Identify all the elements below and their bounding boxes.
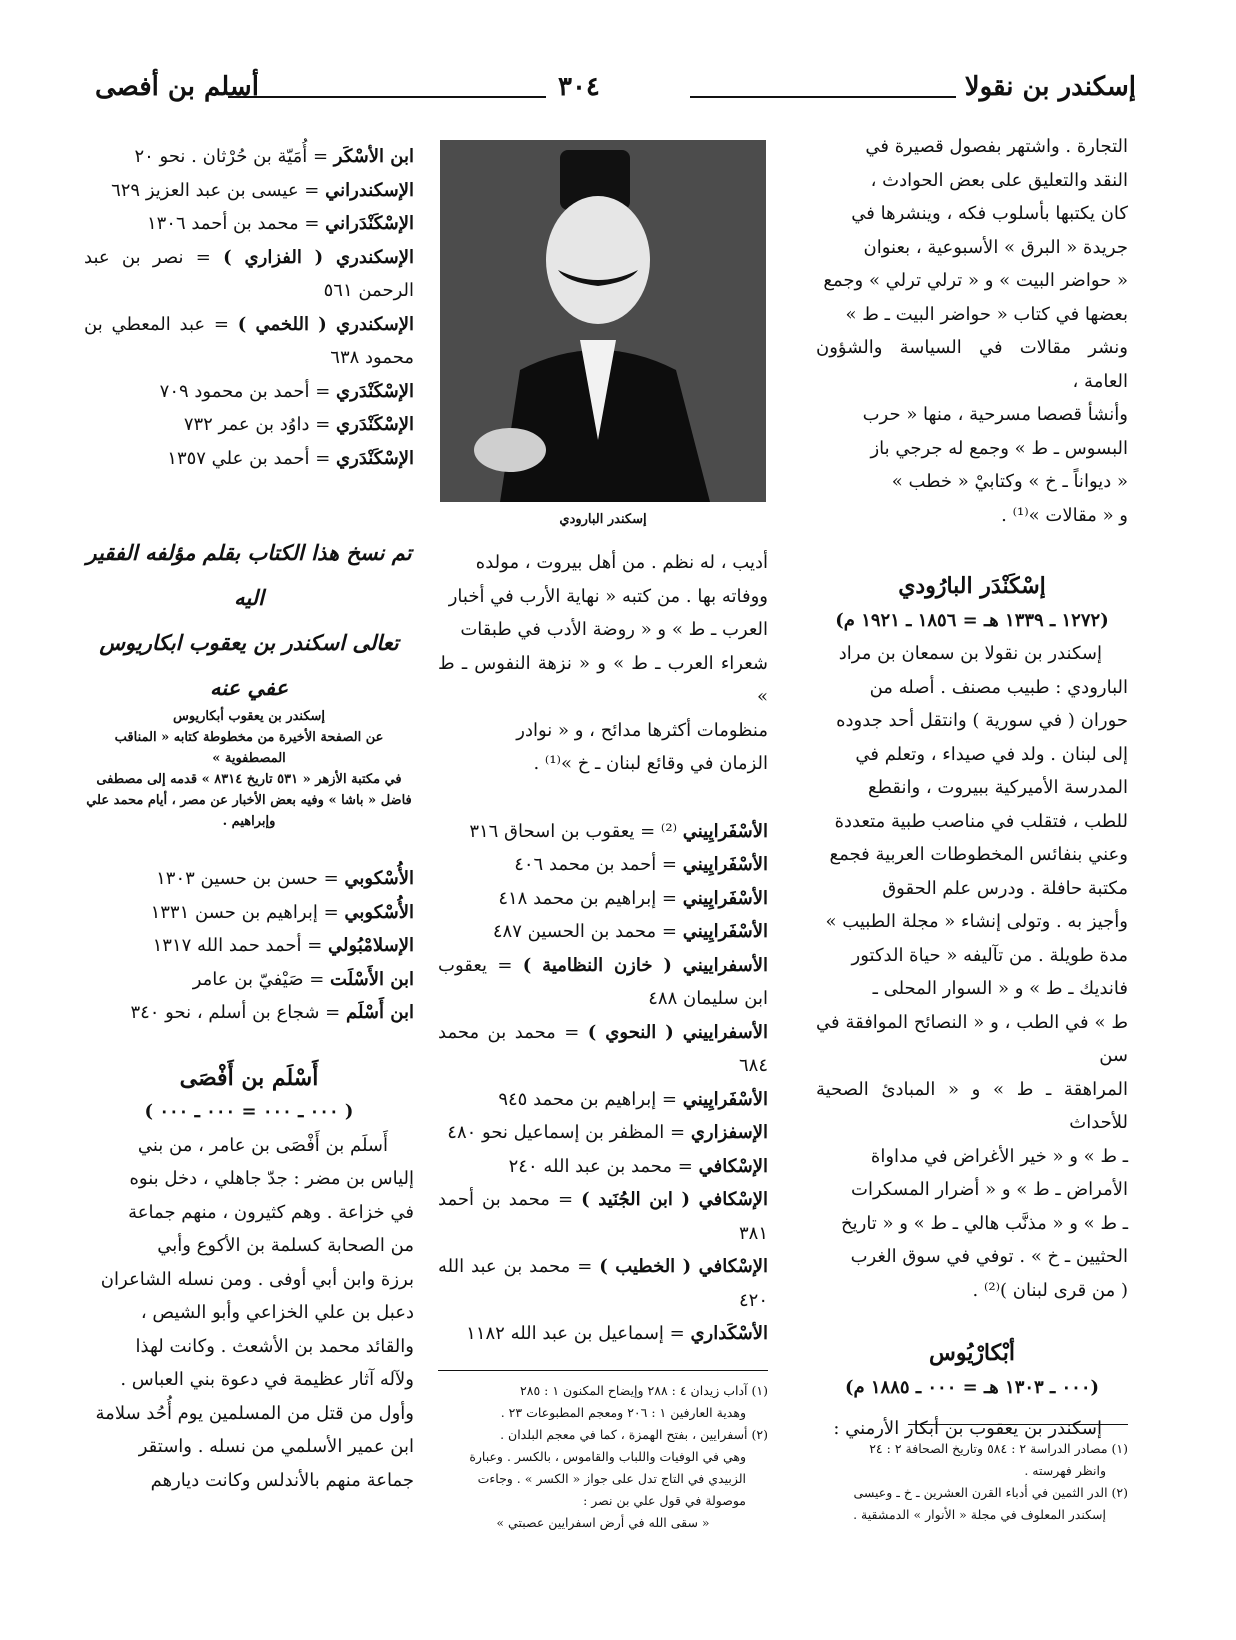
text-line: كان يكتبها بأسلوب فكه ، وينشرها في [851,203,1128,224]
list-item [84,207,414,241]
list-item [438,949,768,1016]
entry-head: الأسْفَرايِيني [682,921,768,942]
footnote-line: وانظر فهرسته . [1024,1463,1106,1478]
footnote-line: وهي في الوفيات واللباب والقاموس ، بالكسر . وعبارة [469,1449,746,1464]
entry-ref: = يعقوب ابن سليمان ٤٨٨ [438,954,768,1009]
entry-head: الإسْكَنْدَري [336,380,414,402]
entry-head: الإسلامْبُولي [328,935,414,956]
entry-ref: = محمد بن أحمد ١٣٠٦ [146,213,326,234]
text-line: الأمراض ـ ط » و « أضرار المسكرات [851,1179,1128,1200]
column-left-lower [84,862,414,1497]
entry-head: الإسْكافي ( الخطيب ) [599,1256,768,1277]
footnote-line: موصولة في قول علي بن نصر : [583,1493,746,1508]
entry-head: الإسْكَنْدَري [336,414,414,435]
running-header-left: أسلم بن أفصى [95,72,259,102]
footnotes-middle [438,1380,768,1534]
entry-ref: = أُمَيّة بن حُرْثان . نحو ٢٠ [134,146,334,167]
list-item [438,1016,768,1083]
text-line: إلى لبنان . ولد في صيداء ، وتعلم في [855,743,1128,765]
list-item [84,929,414,963]
entry-head: الإسفزاري [690,1122,768,1143]
entry-ref: = محمد بن عبد الله ٢٤٠ [508,1155,699,1177]
manuscript-excerpt [84,530,414,710]
entry-ref: = المظفر بن إسماعيل نحو ٤٨٠ [447,1122,691,1143]
footnote-line: الزبيدي في التاج تدل على جواز « الكسر » . وجاءت [477,1471,746,1486]
cross-reference-list [84,140,414,475]
text-line: منظومات أكثرها مدائح ، و « نوادر [516,719,768,741]
entry-ref: = محمد بن عبد الله ٤٢٠ [438,1256,768,1311]
portrait-image [440,140,766,502]
manuscript-line: تم نسخ هذا الكتاب بقلم مؤلفه الفقير اليه [86,540,412,610]
text-line: ط » في الطب ، و « النصائح الموافقة في سن [816,1011,1128,1066]
entry-title-aslam: أَسْلَم بن أَفْصَى [179,1064,319,1091]
entry-head: الأسفراييني ( النحوي ) [587,1021,768,1043]
text-line: ونشر مقالات في السياسة والشؤون العامة ، [816,337,1128,392]
text-line: الزمان في وقائع لبنان ـ خ »⁽¹⁾ . [533,753,768,774]
caption-line: عن الصفحة الأخيرة من مخطوطة كتابه « المناقب المصطفوية » [114,730,384,766]
footnote-line: (١) مصادر الدراسة ٢ : ٥٨٤ وتاريخ الصحافة ٢ : ٢٤ [869,1441,1128,1456]
entry-head: الإسكندري ( الفزاري ) [223,246,414,268]
entry-ref: = محمد بن محمد ٦٨٤ [438,1021,768,1076]
text-line: وعني بنفائس المخطوطات العربية فجمع [829,844,1128,865]
footnote-line: إسكندر المعلوف في مجلة « الأنوار » الدمشقية . [853,1507,1106,1522]
entry-ref: = حسن بن حسين ١٣٠٣ [156,868,345,889]
entry-head: الأُسْكوبي [344,901,414,923]
list-item [84,308,414,375]
manuscript-line: تعالى اسكندر بن يعقوب ابكاريوس [99,630,399,655]
entry-ref: = عبد المعطي بن محمود ٦٣٨ [84,313,414,368]
text-line: النقد والتعليق على بعض الحوادث ، [870,169,1128,191]
entry-ref: = أحمد حمد الله ١٣١٧ [152,935,329,956]
caption-line: وإبراهيم . [222,814,276,829]
text-line: دعبل بن علي الخزاعي وأبو الشيص ، [140,1302,414,1323]
list-item [84,862,414,896]
text-line: ووفاته بها . من كتبه « نهاية الأرب في أخبار [448,585,768,607]
entry-head: ابن الأَسْلَت [330,968,414,990]
footnote-line: (١) آداب زيدان ٤ : ٢٨٨ وإيضاح المكنون ١ : ٢٨٥ [520,1383,768,1398]
entry-head: الإسْكَنْدَراني [325,213,414,234]
text-line: إسكندر بن نقولا بن سمعان بن مراد [838,643,1102,664]
text-line: « ديواناً ـ خ » وكتابيْ « خطب » [891,471,1128,492]
entry-head: ابن أَسْلَم [345,1002,414,1023]
text-line: وأجيز به . وتولى إنشاء « مجلة الطبيب » [825,911,1128,932]
text-line: وأنشأ قصصا مسرحية ، منها « حرب [862,404,1128,425]
caption-line: إسكندر بن يعقوب أبكاريوس [172,709,326,724]
footnote-line: (٢) الدر الثمين في أدباء القرن العشرين ـ خ ـ وعيسى [853,1485,1128,1500]
text-line: ( من قرى لبنان )⁽²⁾ . [972,1279,1128,1301]
footnote-rule-middle [438,1370,768,1371]
text-line: إلياس بن مضر : جدّ جاهلي ، دخل بنوه [129,1168,414,1189]
entry-head: الأسْفَرايِيني [682,887,768,909]
entry-head: الإسْكَنْدَري [336,447,414,469]
list-item [438,1150,768,1184]
list-item [438,1083,768,1117]
list-item [438,1183,768,1250]
entry-ref: = نصر بن عبد الرحمن ٥٦١ [84,246,414,301]
text-line: البارودي : طبيب مصنف . أصله من [869,676,1128,698]
entry-head: الإسكندري ( اللخمي ) [237,313,414,335]
entry-dates-abkarius: (٠٠٠ ـ ١٣٠٣ هـ = ٠٠٠ ـ ١٨٨٥ م) [844,1376,1100,1398]
list-item [438,1116,768,1150]
column-right [816,130,1128,1446]
entry-head: الأسْفَرايِيني [682,1088,768,1110]
column-left [84,140,414,475]
footnote-rule-right [908,1424,1128,1425]
list-item [84,896,414,930]
text-line: جريدة « البرق » الأسبوعية ، بعنوان [863,236,1128,258]
manuscript-line: عفي عنه [209,675,289,700]
page-number: ٣٠٤ [558,72,600,102]
cross-reference-list [84,862,414,1030]
adib-paragraph [438,546,768,781]
text-line: الحثيين ـ خ » . توفي في سوق الغرب [850,1246,1128,1267]
text-line: و « مقالات »⁽¹⁾ . [1001,504,1128,526]
entry-dates-barudi: (١٢٧٢ ـ ١٣٣٩ هـ = ١٨٥٦ ـ ١٩٢١ م) [835,609,1109,631]
list-item [438,882,768,916]
text-line: البسوس ـ ط » وجمع له جرجي باز [870,437,1128,459]
entry-head: الأسْفَرايِيني [682,854,768,875]
barudi-paragraph [816,637,1128,1307]
column-middle [438,546,768,1351]
entry-head: الإسكندراني [325,179,414,201]
text-line: « حواضر البيت » و « ترلي ترلي » وجمع [823,270,1128,291]
entry-ref: = عيسى بن عبد العزيز ٦٢٩ [111,179,326,201]
entry-ref: = أحمد بن محمود ٧٠٩ [159,380,337,402]
entry-head: الإسْكافي ( ابن الجُنَيد ) [581,1189,769,1210]
list-item [84,140,414,174]
entry-ref: = داوُد بن عمر ٧٣٢ [183,414,337,435]
entry-ref: = إبراهيم بن حسن ١٣٣١ [150,901,345,923]
list-item [84,408,414,442]
entry-head: الأسْكَداري [690,1323,768,1344]
photo-caption: إسكندر البارودي [559,512,647,527]
list-item [438,1250,768,1317]
header-rule-right [690,96,956,98]
text-line: في خزاعة . وهم كثيرون ، منهم جماعة [128,1201,414,1223]
entry-ref: = إبراهيم بن محمد ٤١٨ [498,887,683,909]
text-line: مدة طويلة . من تآليفه « حياة الدكتور [851,944,1128,966]
entry-ref: = صَيْفيّ بن عامر [192,968,331,990]
text-line: العرب ـ ط » و « روضة الأدب في طبقات [460,619,768,640]
footnotes-right [816,1438,1128,1526]
manuscript-caption [84,706,414,832]
text-line: المراهقة ـ ط » و « المبادئ الصحية للأحداث [816,1078,1128,1133]
entry-ref: = إبراهيم بن محمد ٩٤٥ [498,1088,683,1110]
running-header-right: إسكندر بن نقولا [964,72,1136,102]
text-line: ـ ط » و « مذنَّب هالي ـ ط » و « تاريخ [841,1212,1128,1234]
text-line: حوران ( في سورية ) وانتقل أحد جدوده [836,710,1128,731]
intro-paragraph [816,130,1128,532]
cross-reference-list [438,815,768,1351]
caption-line: في مكتبة الأزهر « ٥٣١ تاريخ ٨٣١٤ » قدمه إلى مصطفى [96,772,402,787]
list-item [84,241,414,308]
text-line: فانديك ـ ط » و « السوار المحلى ـ [872,978,1128,999]
caption-line: فاضل « باشا » وفيه بعض الأخبار عن مصر ، أيام محمد علي [86,793,412,808]
text-line: برزة وابن أبي أوفى . ومن نسله الشاعران [100,1268,414,1290]
list-item [84,375,414,409]
list-item [84,963,414,997]
text-line: المدرسة الأميركية ببيروت ، وانقطع [868,777,1128,798]
entry-ref: = إسماعيل بن عبد الله ١١٨٢ [466,1323,691,1344]
entry-ref: = أحمد بن علي ١٣٥٧ [167,447,337,469]
entry-ref: = أحمد بن محمد ٤٠٦ [514,854,683,875]
list-item [438,915,768,949]
text-line: بعضها في كتاب « حواضر البيت ـ ط » [845,303,1128,325]
entry-head: الأسْفَرايِيني [682,820,768,842]
text-line: ابن عمير الأسلمي من نسله . واستقر [138,1436,414,1457]
entry-ref: = شجاع بن أسلم ، نحو ٣٤٠ [130,1002,346,1023]
text-line: أَسلَم بن أَفْصَى بن عامر ، من بني [137,1134,388,1156]
header-rule-left [228,96,546,98]
footnote-line: وهدية العارفين ١ : ٢٠٦ ومعجم المطبوعات ٢٣ . [500,1405,746,1420]
entry-head: الأسفراييني ( خازن النظامية ) [522,954,768,976]
list-item [84,996,414,1030]
text-line: شعراء العرب ـ ط » و « نزهة النفوس ـ ط » [438,652,768,707]
text-line: للطب ، فتقلب في مناصب طبية متعددة [834,810,1128,832]
text-line: جماعة منهم بالأندلس وكانت ديارهم [150,1469,414,1491]
entry-head: ابن الأسْكَر [333,146,414,167]
text-line: والقائد محمد بن الأشعث . وكانت لهذا [135,1335,414,1357]
entry-title-barudi: إسْكَنْدَر البارُودي [898,573,1046,599]
footnote-line: « سقى الله في أرض اسفرايين عصبتي » [496,1515,710,1530]
text-line: إسكندر بن يعقوب بن أبكار الأرمني : [833,1418,1102,1439]
text-line: التجارة . واشتهر بفصول قصيرة في [865,136,1128,157]
entry-title-abkarius: أبْكارْيُوس [928,1340,1016,1366]
entry-ref: = محمد بن الحسين ٤٨٧ [492,921,683,942]
entry-ref: ⁽²⁾ = يعقوب بن اسحاق ٣١٦ [469,820,683,842]
entry-ref: = محمد بن أحمد ٣٨١ [438,1189,768,1244]
entry-dates-aslam: ( ٠٠٠ ـ ٠٠٠ = ٠٠٠ ـ ٠٠٠ ) [144,1101,354,1122]
list-item [84,174,414,208]
text-line: من الصحابة كسلمة بن الأكوع وأبي [157,1235,414,1256]
entry-head: الأُسْكوبي [344,868,414,889]
text-line: ـ ط » و « خير الأغراض في مداواة [870,1145,1128,1167]
list-item [438,848,768,882]
portrait-photo [440,140,766,502]
footnote-line: (٢) أسفرايين ، بفتح الهمزة ، كما في معجم البلدان . [500,1427,768,1442]
list-item [84,442,414,476]
text-line: ولآله آثار عظيمة في دعوة بني العباس . [120,1369,414,1390]
list-item [438,1317,768,1351]
aslam-paragraph [84,1129,414,1498]
entry-head: الإسْكافي [698,1155,768,1177]
text-line: مكتبة حافلة . ودرس علم الحقوق [882,877,1128,899]
list-item [438,815,768,849]
text-line: وأول من قتل من المسلمين يوم أُحُد سلامة [95,1402,414,1424]
text-line: أديب ، له نظم . من أهل بيروت ، مولده [475,552,768,573]
